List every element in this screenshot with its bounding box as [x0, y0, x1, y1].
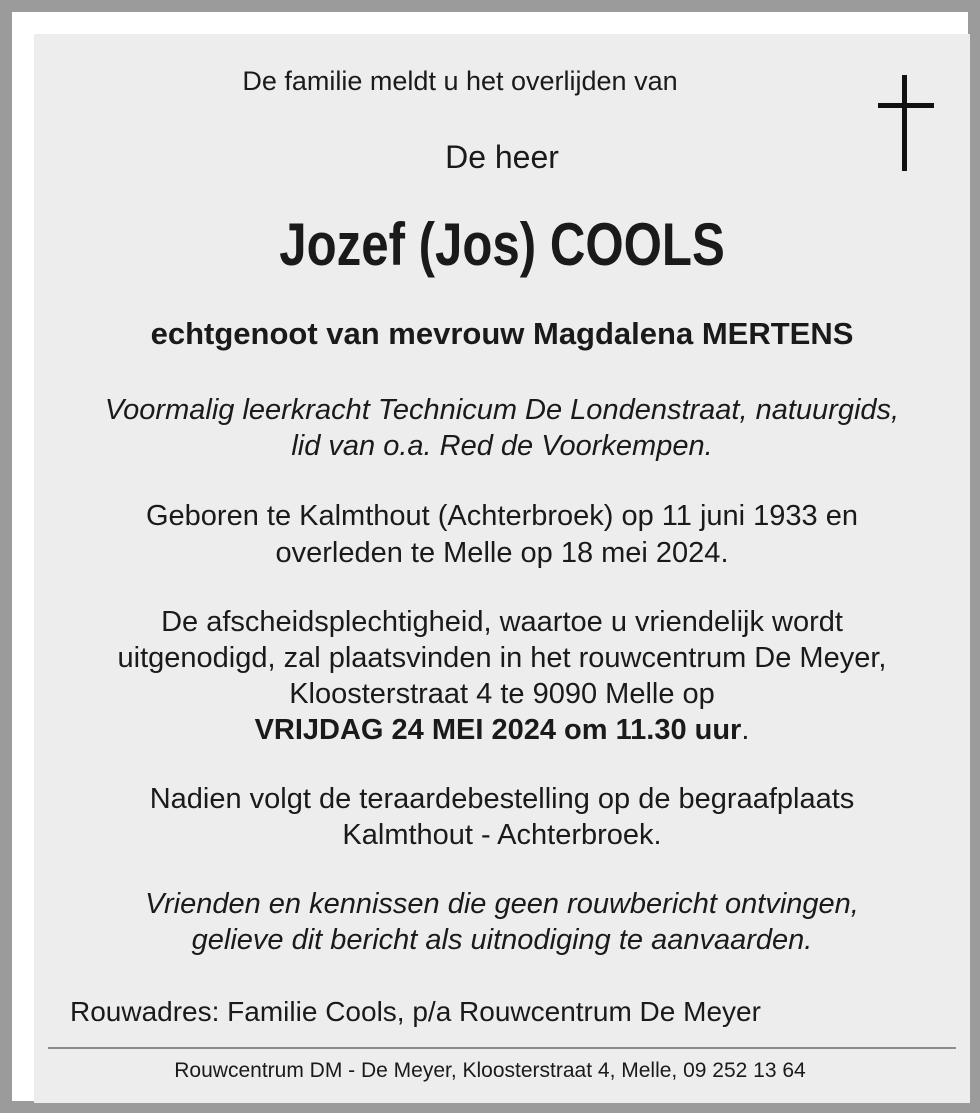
deceased-name: Jozef (Jos) COOLS [279, 211, 725, 278]
footer-divider [48, 1047, 956, 1049]
obituary-card [34, 34, 970, 1103]
intro-text: De familie meldt u het overlijden van [242, 66, 678, 96]
birth-line-2: overleden te Melle op 18 mei 2024. [275, 537, 729, 569]
funeral-home-footer: Rouwcentrum DM - De Meyer, Kloosterstraat 4, Melle, 09 252 13 64 [174, 1059, 806, 1082]
ceremony-line-2: uitgenodigd, zal plaatsvinden in het rouwcentrum De Meyer, [117, 642, 887, 674]
ceremony-datetime-line [34, 714, 970, 747]
ceremony-line-3: Kloosterstraat 4 te 9090 Melle op [289, 678, 715, 710]
ceremony-datetime: VRIJDAG 24 MEI 2024 om 11.30 uur [254, 714, 742, 746]
spouse-line: echtgenoot van mevrouw Magdalena MERTENS [150, 316, 854, 351]
honorific: De heer [445, 139, 559, 175]
birth-line-1: Geboren te Kalmthout (Achterbroek) op 11 juni 1933 en [145, 500, 858, 532]
invite-line-2: gelieve dit bericht als uitnodiging te aanvaarden. [191, 924, 813, 956]
occupation-line-1: Voormalig leerkracht Technicum De Londenstraat, natuurgids, [104, 394, 900, 426]
mourning-address: Rouwadres: Familie Cools, p/a Rouwcentrum De Meyer [70, 996, 761, 1027]
burial-line-1: Nadien volgt de teraardebestelling op de begraafplaats [149, 783, 855, 815]
page-frame [12, 12, 968, 1101]
ceremony-period: . [741, 714, 750, 746]
invite-line-1: Vrienden en kennissen die geen rouwbericht ontvingen, [145, 888, 859, 920]
ceremony-line-1: De afscheidsplechtigheid, waartoe u vriendelijk wordt [161, 606, 843, 638]
burial-line-2: Kalmthout - Achterbroek. [342, 819, 662, 851]
occupation-line-2: lid van o.a. Red de Voorkempen. [291, 430, 713, 462]
